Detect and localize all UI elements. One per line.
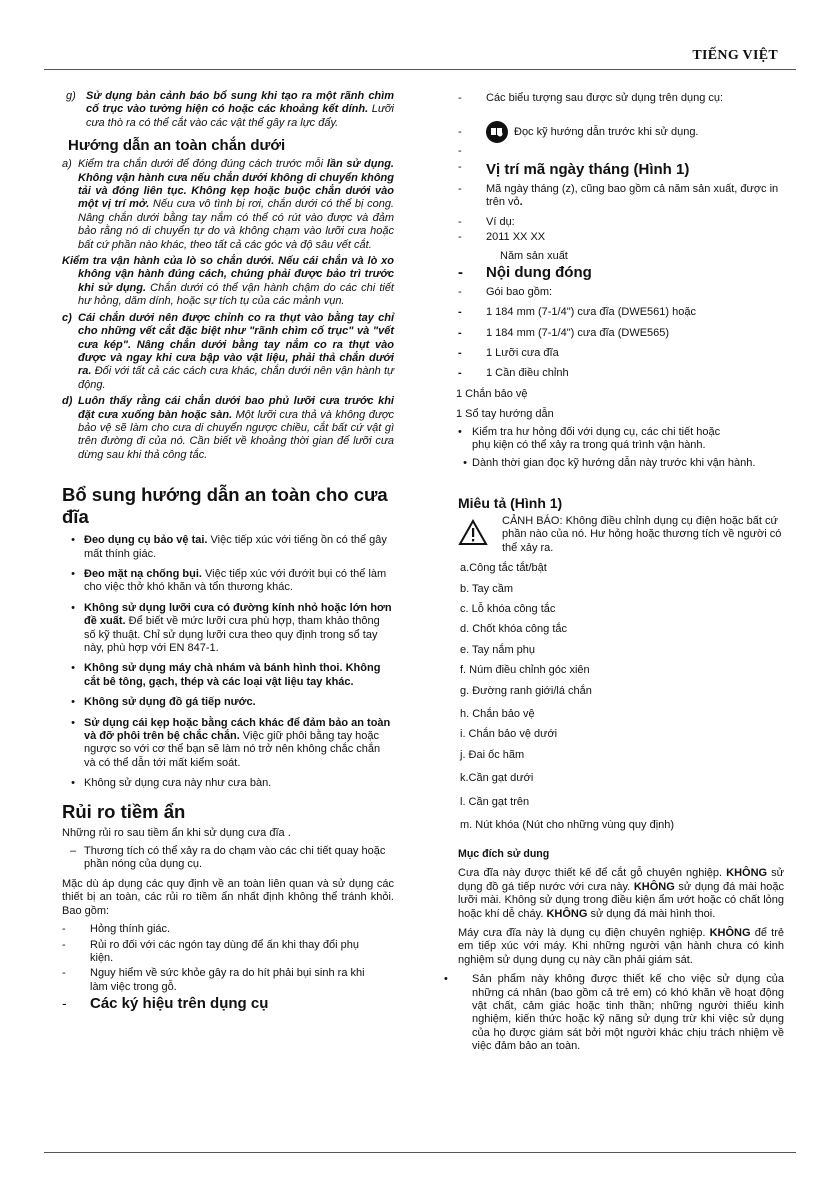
left-column bbox=[62, 90, 394, 1012]
part-item: k.Cần gạt dưới bbox=[460, 772, 534, 785]
lower-guard-heading: Hướng dẫn an toàn chắn dưới bbox=[68, 137, 286, 155]
risk-item: - Hỏng thính giác. bbox=[62, 923, 171, 936]
description-heading: Miêu tả (Hình 1) bbox=[458, 494, 563, 511]
item-a: a) Kiểm tra chắn dưới để đóng đúng cách trước mỗi lần sử dụng. Không vận hành cưa nếu chắn dưới không di chuyển không tải và đóng liên tục. Không kẹp hoặc buộc chắn dưới vào một vị trí mở. Nếu cưa vô tình bị rơi, chắn dưới có thể bị cong. Nâng chắn dưới bằng tay nắm có thể có rút vào được và đảm bảo rằng nó di chuyển tự do và không chạm vào lưỡi cưa hoặc bất cứ phần nào khác, theo tất cả các góc và độ sâu vết cắt. bbox=[62, 158, 394, 251]
symbols-intro: - Các biểu tượng sau được sử dụng trên dụng cụ: bbox=[458, 92, 724, 104]
header-rule bbox=[44, 69, 796, 70]
intended-use-heading: Mục đích sử dung bbox=[458, 848, 550, 861]
part-item: h. Chắn bảo vệ bbox=[460, 707, 535, 720]
date-code-heading: Vị trí mã ngày tháng (Hình 1) bbox=[486, 160, 690, 178]
part-item: d. Chốt khóa công tắc bbox=[460, 623, 568, 636]
safety-bullet: • Không sử dụng lưỡi cưa có đường kính nhỏ hoặc lớn hơn đề xuất. Để biết về mức lưỡi cưa phù hợp, tham khảo thông số kỹ thuật. Chỉ sử dụng lưỡi cưa theo quy định trong sổ tay này, phù hợp với EN 847-1. bbox=[71, 601, 392, 654]
package-item: - 1 Lưỡi cưa đĩa bbox=[458, 347, 559, 360]
right-column: - Các biểu tượng sau được sử dụng trên dụng cụ: - Đọc kỹ hướng dẫn trước khi sử dụng. - - Vị trí mã ngày tháng (Hình 1) - Mã ngày tháng (z), cũng bao gồm cả năm sản xuất, được in trên vỏ. - Ví dụ: - 2011 XX XX Năm sản xuất - Nội dung đóng - Gói bao gồm: - 1 184 mm (7-1/4") cưa đĩa (DWE561) hoặc - 1 184 mm (7-1/4") cưa đĩa (DWE565) - 1 Lưỡi cưa đĩa - 1 Cần điều chỉnh 1 Chắn bảo vệ 1 Sổ tay hướng dẫn • Kiểm tra hư hỏng đối với dụng cụ, các chi tiết hoặc phụ kiện có thể xảy ra trong quá trình vận hành. • Dành thời gian đọc kỹ hướng dẫn này trước khi vận hành. Miêu tả (Hình 1) CẢNH BÁO: Không điều chỉnh dụng cụ điện hoặc bất cứ phần nào của nó. Hư hỏng hoặc thương tích về người có thể xảy ra. a.Công tắc tắt/bật b. Tay cầm c. Lỗ khóa công tắc d. Chốt khóa công tắc e. Tay nắm phụ f. Núm điều chỉnh góc xiên g. Đường ranh giới/lá chắn h. Chắn bảo vệ i. Chắn bảo vệ dưới j. Đai ốc hãm k.Cần gạt dưới l. Cần gạt trên m. Nút khóa (Nút cho những vùng quy định) Mục đích sử dung Cưa đĩa này được thiết kế để cắt gỗ chuyên nghiệp. KHÔNG sử dụng đồ gá tiếp nước với cưa này. KHÔNG sử dụng đá mài hoặc lưỡi mài. Không sử dụng trong điều kiện ẩm ướt hoặc có chất lỏng hoặc khí dễ cháy. KHÔNG sử dụng đá mài hình thoi. Máy cưa đĩa này là dụng cụ điện chuyên nghiệp. KHÔNG để trẻ em tiếp xúc với máy. Khi những người vận hành chưa có kinh nghiệm sử dụng dụng cụ này cần phải giám sát. • Sản phẩm này không được thiết kế cho việc sử dụng của những cá nhân (bao gồm cả trẻ em) có khó khăn về hoạt động vật chất, cảm giác hoặc tinh thần; những người thiếu kinh nghiệm, kiến thức hoặc kỹ năng sử dụng trừ khi việc sử dụng của họ được giám sát bởi một người khác chịu trách nhiệm về việc đảm bảo an toàn. bbox=[444, 92, 784, 1053]
parts-list bbox=[458, 562, 784, 832]
safety-bullet: • Đeo dụng cụ bảo vệ tai. Việc tiếp xúc với tiếng ồn có thể gây mất thính giác. bbox=[71, 534, 387, 560]
page-language-header: TIẾNG VIỆT bbox=[692, 48, 778, 63]
part-item: i. Chắn bảo vệ dưới bbox=[460, 728, 558, 741]
intended-use-bullet: • Sản phẩm này không được thiết kế cho việc sử dụng của những cá nhân (bao gồm cả trẻ em) có khó khăn về hoạt động vật chất, cảm giác hoặc tinh thần; những người thiếu kinh nghiệm, kiến thức hoặc kỹ năng sử dụng trừ khi việc sử dụng của họ được giám sát bởi một người khác chịu trách nhiệm về việc đảm bảo an toàn. bbox=[444, 973, 784, 1053]
item-c: c) Cái chắn dưới nên được chỉnh co ra thụt vào bằng tay chỉ cho những vết cắt đặc biệt như "rãnh chìm cố trục" và "vết cưa kép". Nâng chắn dưới bằng tay nắm co ra thụt vào được và ngay khi cưa bập vào vật liệu, phải thả chắn dưới ra. Đối với tất cả các cách cưa khác, chắn dưới nên vận hành tự động. bbox=[62, 311, 394, 391]
safety-bullet: • Không sử dụng đồ gá tiếp nước. bbox=[71, 696, 256, 709]
date-code-text: - Mã ngày tháng (z), cũng bao gồm cả năm sản xuất, được in trên vỏ. bbox=[458, 182, 779, 209]
part-item: l. Cần gạt trên bbox=[460, 795, 530, 808]
circular-saw-safety-heading: Bổ sung hướng dẫn an toàn cho cưa đĩa bbox=[62, 484, 388, 528]
footer-rule bbox=[44, 1152, 796, 1153]
part-item: a.Công tắc tắt/bật bbox=[460, 562, 547, 575]
example-label: - Ví dụ: bbox=[458, 215, 515, 228]
read-manual-row: - Đọc kỹ hướng dẫn trước khi sử dụng. bbox=[458, 121, 784, 143]
package-item: - 1 184 mm (7-1/4") cưa đĩa (DWE561) hoặc bbox=[458, 306, 696, 319]
warning-triangle-icon bbox=[458, 519, 488, 551]
part-item: e. Tay nắm phụ bbox=[460, 643, 536, 656]
package-contents-plain bbox=[456, 388, 784, 422]
intended-use-paragraph-2: Máy cưa đĩa này là dụng cụ điện chuyên nghiệp. KHÔNG để trẻ em tiếp xúc với máy. Khi những người vận hành chưa có kinh nghiệm sử dụng dụng cụ này cần phải giám sát. bbox=[458, 927, 784, 966]
package-item: 1 Sổ tay hướng dẫn bbox=[456, 408, 554, 421]
package-contents-list bbox=[458, 306, 784, 381]
package-item: 1 Chắn bảo vệ bbox=[456, 387, 528, 400]
residual-risk-dash-item: – Thương tích có thể xảy ra do chạm vào các chi tiết quay hoặc phần nóng của dụng cụ. bbox=[70, 845, 386, 871]
package-contents-heading-row: - Nội dung đóng bbox=[458, 264, 784, 281]
residual-risk-list bbox=[62, 923, 394, 994]
risk-item: - Rủi ro đối với các ngón tay dùng để ấn khi thay đổi phụ kiện. bbox=[62, 938, 359, 964]
part-item: c. Lỗ khóa công tắc bbox=[460, 602, 556, 615]
read-manual-icon bbox=[486, 121, 508, 143]
package-intro: - Gói bao gồm: bbox=[458, 285, 553, 298]
warning-block: CẢNH BÁO: Không điều chỉnh dụng cụ điện hoặc bất cứ phần nào của nó. Hư hỏng hoặc thương tích về người có thể xảy ra. bbox=[458, 515, 784, 555]
symbols-heading: Các ký hiệu trên dụng cụ bbox=[90, 995, 269, 1013]
read-time-note: • Dành thời gian đọc kỹ hướng dẫn này trước khi vận hành. bbox=[463, 456, 756, 469]
residual-risk-intro: Những rủi ro sau tiềm ẩn khi sử dụng cưa đĩa . bbox=[62, 826, 291, 839]
item-d: d) Luôn thấy rằng cái chắn dưới bao phủ lưỡi cưa trước khi đặt cưa xuống bàn hoặc sàn. Một lưỡi cưa thả và không được bảo vệ sẽ làm cho cưa di chuyển ngược chiều, cắt bất cứ vật gì trên đường đi của nó. Cần biết về khoảng thời gian để lưỡi cưa dừng sau khi thả công tắc. bbox=[62, 395, 394, 461]
date-code-heading-row: - Vị trí mã ngày tháng (Hình 1) bbox=[458, 161, 784, 178]
package-contents-heading: Nội dung đóng bbox=[486, 263, 592, 281]
package-item: - 1 Cần điều chỉnh bbox=[458, 367, 569, 380]
package-item: - 1 184 mm (7-1/4") cưa đĩa (DWE565) bbox=[458, 326, 670, 339]
item-g: g) Sử dụng bản cảnh báo bổ sung khi tạo ra một rãnh chìm cố trục vào tường hiện có hoặc các khoảng kết dính. Lưỡi cưa thò ra có thể cắt vào các vật thể gây ra lực đẩy. bbox=[66, 90, 394, 129]
part-item: m. Nút khóa (Nút cho những vùng quy định) bbox=[460, 819, 675, 831]
safety-bullet: • Đeo mặt nạ chống bụi. Việc tiếp xúc với đướit bụi có thể làm cho việc thở khó khăn và tổn thương khác. bbox=[71, 567, 387, 594]
part-item: b. Tay cầm bbox=[460, 582, 513, 595]
safety-bullet: • Không sử dụng cưa này như cưa bàn. bbox=[71, 777, 272, 790]
part-item: g. Đường ranh giới/lá chắn bbox=[460, 684, 592, 697]
item-b: Kiểm tra vận hành của lò so chắn dưới. Nếu cái chắn và lò xo không vận hành đúng cách, chúng phải được bảo trì trước khi sử dụng. Chắn dưới có thể vận hành chậm do các chi tiết hư hỏng, dăm dính, hoặc sự tích tụ của các mảnh vụn. bbox=[62, 255, 394, 308]
symbols-heading-row: - Các ký hiệu trên dụng cụ bbox=[62, 995, 394, 1012]
intended-use-paragraph-1: Cưa đĩa này được thiết kế để cắt gỗ chuyên nghiệp. KHÔNG sử dụng đồ gá tiếp nước với cưa này. KHÔNG sử dụng đá mài hoặc lưỡi mài. Không sử dụng trong điều kiện ẩm ướt hoặc có chất lỏng hoặc khí dễ cháy. KHÔNG sử dụng đá mài hình thoi. bbox=[458, 867, 784, 920]
example-value: - 2011 XX XX bbox=[458, 231, 546, 244]
safety-bullet: • Sử dụng cái kẹp hoặc bằng cách khác để đảm bảo an toàn và đỡ phôi trên bệ chắc chắn. Việc giữ phôi bằng tay hoặc ngược so với cơ thể bạn sẽ làm nó trở nên không chắc chắn và có thể dẫn tới mất kiểm soát. bbox=[71, 716, 391, 769]
residual-risk-paragraph: Mặc dù áp dụng các quy định về an toàn liên quan và sử dụng các thiết bị an toàn, các rủi ro tiềm ẩn nhất định không thể tránh khỏi. Bao gồm: bbox=[62, 877, 394, 917]
part-item: f. Núm điều chỉnh góc xiên bbox=[460, 664, 590, 677]
example-year: Năm sản xuất bbox=[500, 250, 568, 263]
safety-bullet: • Không sử dụng máy chà nhám và bánh hình thoi. Không cắt bê tông, gạch, thép và các loại vật liệu tay khác. bbox=[71, 662, 381, 688]
circular-saw-safety-list bbox=[62, 534, 394, 791]
part-item: j. Đai ốc hãm bbox=[460, 748, 525, 761]
residual-risk-heading: Rủi ro tiềm ẩn bbox=[62, 800, 186, 822]
risk-item: - Nguy hiểm về sức khỏe gây ra do hít phải bụi sinh ra khi làm việc trong gỗ. bbox=[62, 967, 365, 993]
check-damage-note: • Kiểm tra hư hỏng đối với dụng cụ, các chi tiết hoặc phụ kiện có thể xảy ra trong quá trình vận hành. bbox=[458, 425, 721, 452]
